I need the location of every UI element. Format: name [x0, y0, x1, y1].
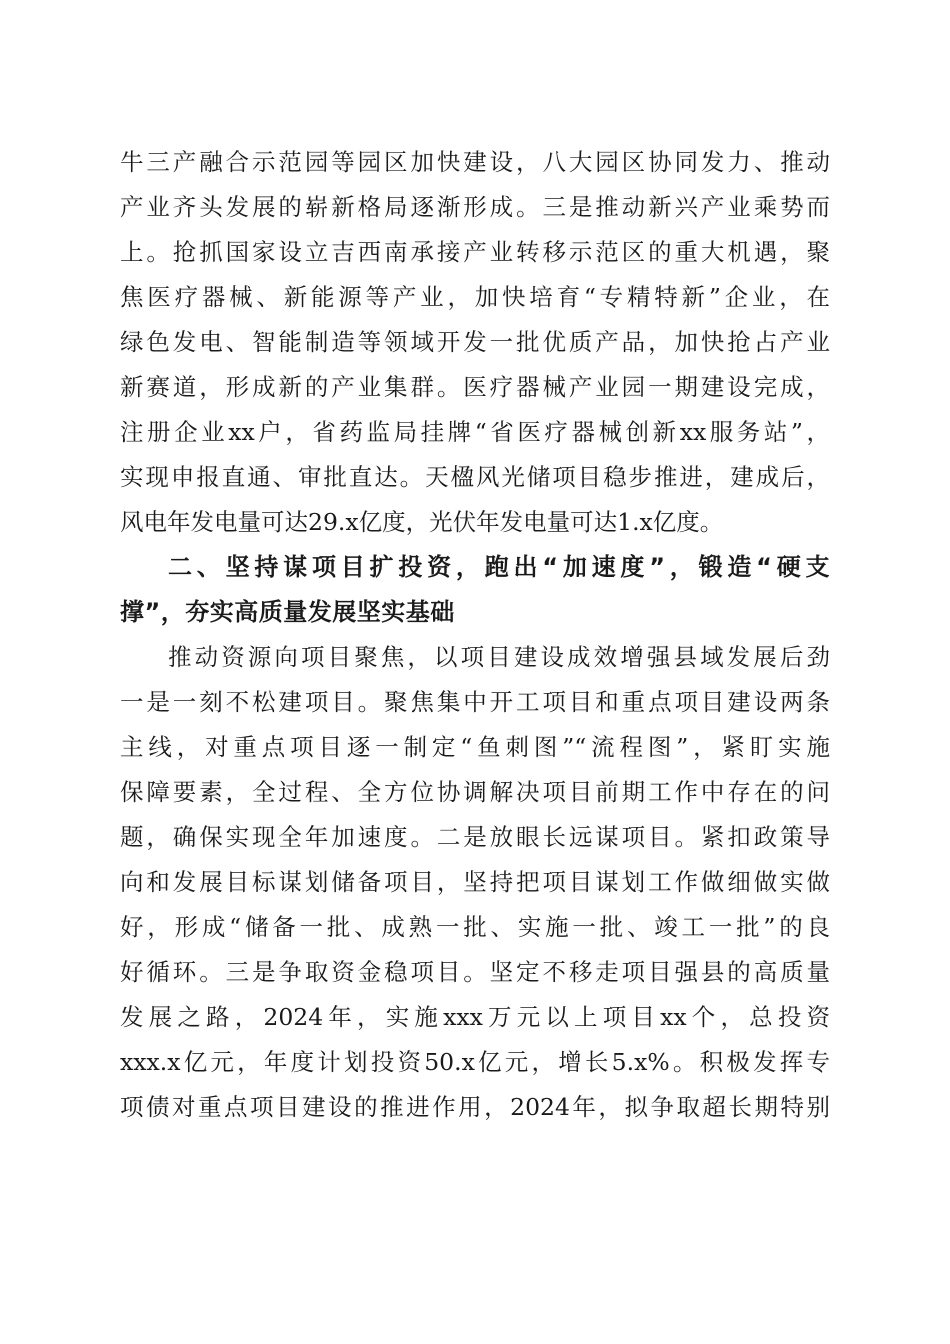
body-paragraph-projects [120, 635, 830, 1130]
paragraph-line: 向和发展目标谋划储备项目，坚持把项目谋划工作做细做实做 [120, 868, 830, 896]
paragraph-line: 实现申报直通、审批直达。天楹风光储项目稳步推进，建成后， [120, 463, 830, 491]
paragraph-line: 发展之路，2024年，实施xxx万元以上项目xx个，总投资 [120, 1003, 830, 1031]
heading-line: 撑”，夯实高质量发展坚实基础 [120, 598, 455, 626]
paragraph-line: 绿色发电、智能制造等领域开发一批优质产品，加快抢占产业 [120, 328, 830, 356]
paragraph-line: 牛三产融合示范园等园区加快建设，八大园区协同发力、推动 [120, 148, 830, 176]
paragraph-line: 上。抢抓国家设立吉西南承接产业转移示范区的重大机遇，聚 [120, 238, 830, 266]
body-paragraph-industry [120, 140, 830, 545]
paragraph-line: xxx.x亿元，年度计划投资50.x亿元，增长5.x%。积极发挥专 [120, 1048, 830, 1076]
paragraph-line: 风电年发电量可达29.x亿度，光伏年发电量可达1.x亿度。 [120, 508, 724, 536]
paragraph-line: 好，形成“储备一批、成熟一批、实施一批、竣工一批”的良 [120, 913, 830, 941]
paragraph-line: 焦医疗器械、新能源等产业，加快培育“专精特新”企业，在 [120, 283, 830, 311]
paragraph-line: 题，确保实现全年加速度。二是放眼长远谋项目。紧扣政策导 [120, 823, 830, 851]
paragraph-line: 注册企业xx户，省药监局挂牌“省医疗器械创新xx服务站”， [120, 418, 830, 446]
heading-line: 二、坚持谋项目扩投资，跑出“加速度”，锻造“硬支 [168, 553, 830, 581]
paragraph-line: 一是一刻不松建项目。聚焦集中开工项目和重点项目建设两条 [120, 688, 830, 716]
paragraph-line: 新赛道，形成新的产业集群。医疗器械产业园一期建设完成， [120, 373, 830, 401]
section-heading [120, 545, 830, 635]
paragraph-line: 保障要素，全过程、全方位协调解决项目前期工作中存在的问 [120, 778, 830, 806]
paragraph-line: 主线，对重点项目逐一制定“鱼刺图”“流程图”，紧盯实施 [120, 733, 830, 761]
paragraph-line: 好循环。三是争取资金稳项目。坚定不移走项目强县的高质量 [120, 958, 830, 986]
paragraph-line: 推动资源向项目聚焦，以项目建设成效增强县域发展后劲 [168, 643, 830, 671]
paragraph-line: 项债对重点项目建设的推进作用，2024年，拟争取超长期特别 [120, 1093, 830, 1121]
paragraph-line: 产业齐头发展的崭新格局逐渐形成。三是推动新兴产业乘势而 [120, 193, 830, 221]
